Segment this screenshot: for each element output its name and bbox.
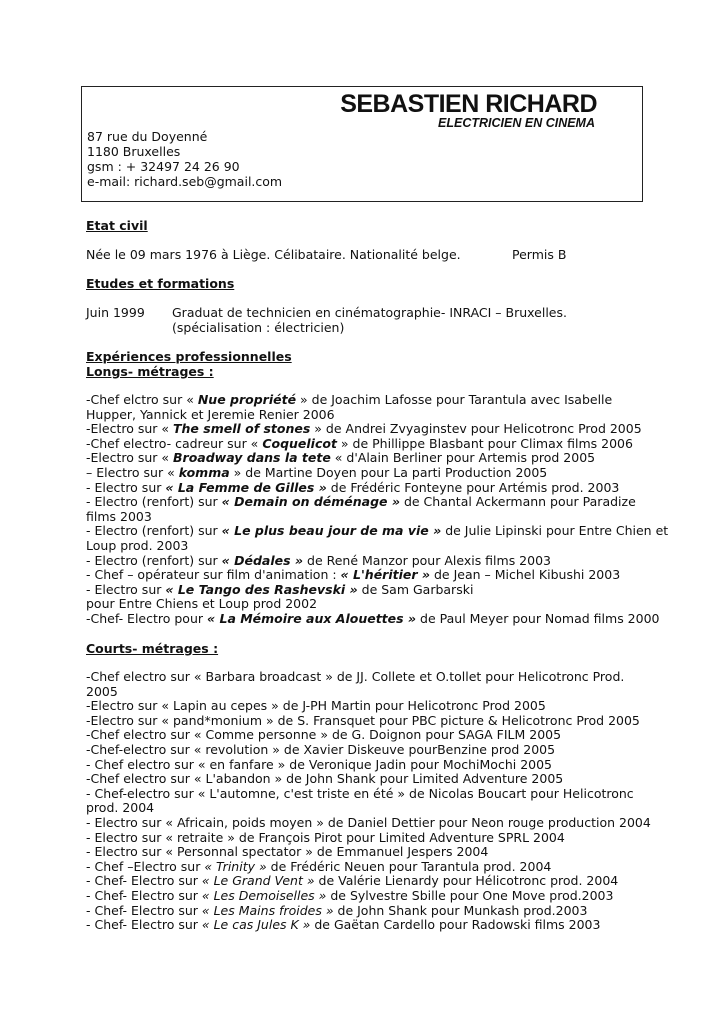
court-metrage-entry [86, 787, 646, 802]
film-title: Broadway dans la tete [173, 450, 331, 466]
contact-block [87, 129, 282, 189]
court-metrage-entry [86, 772, 646, 787]
entry-text: - Chef- Electro sur [86, 917, 202, 933]
entry-text: de John Shank pour Munkash prod.2003 [333, 902, 588, 918]
entry-text: - Electro sur « retraite » de François Pirot pour Limited Adventure SPRL 2004 [86, 829, 565, 845]
entry-text: - Chef –Electro sur [86, 858, 205, 874]
film-title: « Les Mains froides » [201, 902, 334, 918]
entry-text: pour Entre Chiens et Loup prod 2002 [86, 596, 318, 612]
film-title: « Le Grand Vent » [201, 873, 315, 889]
long-metrage-entry [86, 539, 646, 554]
long-metrage-entry [86, 437, 646, 452]
long-metrage-entry [86, 554, 646, 569]
header-box [81, 86, 643, 202]
etat-civil-text: Née le 09 mars 1976 à Liège. Célibataire. Nationalité belge. [86, 247, 461, 262]
entry-text: - Electro (renfort) sur [86, 552, 222, 568]
long-metrage-entry [86, 568, 646, 583]
entry-text: films 2003 [86, 508, 152, 524]
entry-text: » de Phillippe Blasbant pour Climax films 2006 [336, 435, 633, 451]
court-metrage-entry [86, 801, 646, 816]
section-title: Etudes et formations [86, 276, 235, 291]
entry-text: - Chef – opérateur sur film d'animation : [86, 567, 341, 583]
court-metrage-entry [86, 860, 646, 875]
long-metrage-entry [86, 451, 646, 466]
long-metrage-entry [86, 495, 646, 510]
entry-text: -Chef electro- cadreur sur « [86, 435, 263, 451]
film-title: « La Femme de Gilles » [165, 479, 327, 495]
court-metrage-entry [86, 728, 646, 743]
entry-text: de Paul Meyer pour Nomad films 2000 [416, 610, 660, 626]
entry-text: -Electro sur « [86, 450, 173, 466]
entry-text: - Electro sur [86, 581, 166, 597]
long-metrage-entry [86, 597, 646, 612]
entry-text: - Electro (renfort) sur [86, 494, 222, 510]
entry-text: -Electro sur « Lapin au cepes » de J-PH Martin pour Helicotronc Prod 2005 [86, 698, 546, 714]
entry-text: - Electro sur « Africain, poids moyen » de Daniel Dettier pour Neon rouge production 2004 [86, 814, 651, 830]
long-metrage-entry [86, 583, 646, 598]
entry-text: - Chef- Electro sur [86, 902, 202, 918]
entry-text: - Chef-electro sur « L'automne, c'est triste en été » de Nicolas Boucart pour Helicotronc [86, 785, 634, 801]
entry-text: -Electro sur « pand*monium » de S. Fransquet pour PBC picture & Helicotronc Prod 2005 [86, 712, 640, 728]
long-metrage-entry [86, 610, 660, 627]
court-metrage-entry [86, 874, 646, 889]
entry-text: Loup prod. 2003 [86, 537, 189, 553]
film-title: « Le cas Jules K » [201, 917, 311, 933]
job-title: ELECTRICIEN EN CINEMA [438, 116, 595, 130]
entry-text: de Sam Garbarski [357, 581, 474, 597]
phone-number: gsm : + 32497 24 26 90 [87, 159, 240, 174]
etudes-entry [86, 306, 646, 336]
entry-text: -Electro sur « [86, 421, 173, 437]
entry-text: - Chef- Electro sur [86, 887, 202, 903]
address-line-2: 1180 Bruxelles [87, 144, 181, 159]
entry-text: -Chef-electro sur « revolution » de Xavier Diskeuve pourBenzine prod 2005 [86, 741, 556, 757]
entry-text: -Chef- Electro pour [86, 610, 207, 626]
etudes-line-2: (spécialisation : électricien) [172, 319, 345, 335]
film-title: « Les Demoiselles » [201, 887, 327, 903]
entry-text: -Chef electro sur « Comme personne » de G. Doignon pour SAGA FILM 2005 [86, 727, 562, 743]
film-title: The smell of stones [173, 421, 311, 437]
film-title: « Trinity » [204, 858, 267, 874]
entry-text: de René Manzor pour Alexis films 2003 [303, 552, 551, 568]
court-metrage-entry [86, 904, 646, 919]
etudes-line-1: Graduat de technicien en cinématographie- INRACI – Bruxelles. [172, 305, 567, 320]
etat-civil-title [86, 219, 646, 234]
entry-text: de Sylvestre Sbille pour One Move prod.2003 [326, 887, 614, 903]
experiences-header [86, 350, 646, 379]
court-metrage-entry [86, 685, 646, 700]
entry-text: » de Joachim Lafosse pour Tarantula avec Isabelle [296, 392, 613, 407]
film-title: « Dédales » [221, 552, 304, 568]
court-metrage-entry [86, 670, 646, 685]
court-metrage-entry [86, 845, 646, 860]
email-address: e-mail: richard.seb@gmail.com [87, 174, 283, 189]
court-metrage-entry [86, 714, 646, 729]
court-metrage-entry [86, 918, 646, 933]
entry-text: 2005 [86, 683, 118, 699]
long-metrage-entry [86, 466, 646, 481]
person-name: SEBASTIEN RICHARD [340, 90, 597, 118]
long-metrage-entry [86, 510, 646, 525]
longs-metrages-list [86, 392, 669, 627]
long-metrage-entry [86, 393, 646, 408]
film-title: « La Mémoire aux Alouettes » [207, 610, 417, 626]
entry-text: de Frédéric Neuen pour Tarantula prod. 2004 [266, 858, 552, 874]
long-metrage-entry [86, 408, 646, 423]
address-line-1: 87 rue du Doyenné [87, 129, 208, 144]
experiences-title: Expériences professionnelles [86, 349, 292, 364]
etudes-date: Juin 1999 [86, 305, 145, 320]
entry-text: - Electro sur « Personnal spectator » de Emmanuel Jespers 2004 [86, 844, 489, 860]
courts-metrages-header [86, 642, 646, 657]
entry-text: - Chef electro sur « en fanfare » de Veronique Jadin pour MochiMochi 2005 [86, 756, 553, 772]
film-title: « Le Tango des Rashevski » [165, 581, 358, 597]
entry-text: -Chef electro sur « L'abandon » de John Shank pour Limited Adventure 2005 [86, 771, 564, 787]
entry-text: » de Martine Doyen pour La parti Production 2005 [229, 464, 548, 480]
courts-metrages-title: Courts- métrages : [86, 641, 219, 656]
court-metrage-entry [86, 699, 646, 714]
entry-text: de Chantal Ackermann pour Paradize [399, 494, 636, 510]
permis-text: Permis B [512, 247, 567, 262]
court-metrage-entry [86, 831, 646, 846]
entry-text: de Jean – Michel Kibushi 2003 [430, 567, 621, 583]
etat-civil-row [86, 248, 646, 263]
etudes-title [86, 277, 646, 292]
entry-text: » de Andrei Zvyaginstev pour Helicotronc Prod 2005 [310, 421, 642, 437]
film-title: Coquelicot [262, 435, 337, 451]
entry-text: de Julie Lipinski pour Entre Chien et [441, 523, 669, 539]
entry-text: – Electro sur « [86, 464, 179, 480]
entry-text: -Chef electro sur « Barbara broadcast » de JJ. Collete et O.tollet pour Helicotronc Prod. [86, 669, 625, 684]
longs-metrages-title: Longs- métrages : [86, 363, 214, 379]
film-title: Nue propriété [197, 392, 297, 407]
film-title: « L'héritier » [340, 567, 431, 583]
courts-metrages-list [86, 669, 651, 933]
long-metrage-entry [86, 523, 669, 539]
entry-text: de Valérie Lienardy pour Hélicotronc prod. 2004 [314, 873, 619, 889]
film-title: « Demain on déménage » [221, 494, 400, 510]
entry-text: de Gaëtan Cardello pour Radowski films 2003 [310, 917, 601, 933]
entry-text: « d'Alain Berliner pour Artemis prod 2005 [330, 450, 596, 466]
entry-text: -Chef elctro sur « [86, 392, 198, 407]
entry-text: - Electro sur [86, 479, 166, 495]
entry-text: de Frédéric Fonteyne pour Artémis prod. 2003 [326, 479, 620, 495]
entry-text: - Chef- Electro sur [86, 873, 202, 889]
court-metrage-entry [86, 743, 646, 758]
long-metrage-entry [86, 422, 646, 437]
entry-text: prod. 2004 [86, 800, 155, 816]
long-metrage-entry [86, 481, 646, 496]
film-title: « Le plus beau jour de ma vie » [221, 523, 442, 539]
etudes-description [172, 306, 567, 335]
court-metrage-entry [86, 889, 646, 904]
court-metrage-entry [86, 814, 651, 831]
film-title: komma [178, 464, 230, 480]
entry-text: - Electro (renfort) sur [86, 523, 222, 539]
entry-text: Hupper, Yannick et Jeremie Renier 2006 [86, 406, 335, 422]
section-title: Etat civil [86, 218, 148, 233]
court-metrage-entry [86, 758, 646, 773]
